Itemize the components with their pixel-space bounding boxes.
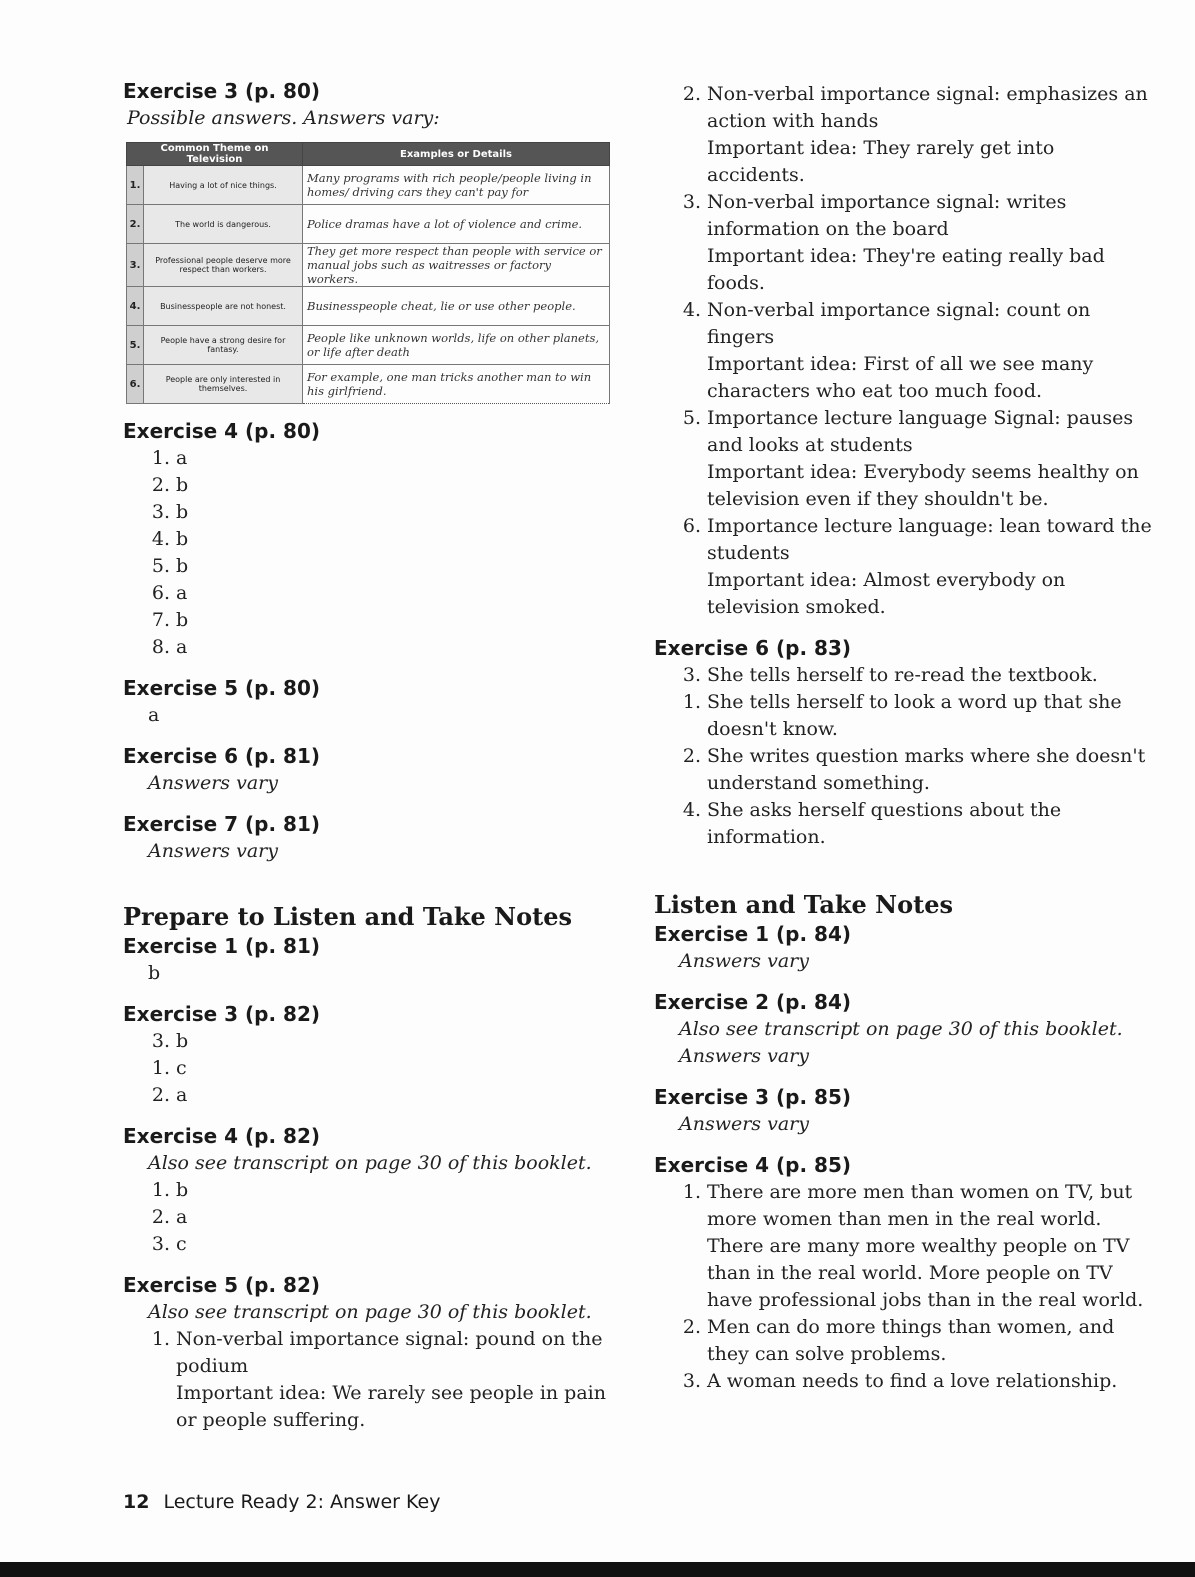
page-footer <box>123 1491 440 1513</box>
table-row <box>127 287 610 326</box>
transcript-note: Also see transcript on page 30 of this booklet. <box>148 1301 592 1323</box>
exercise-heading: Exercise 1 (p. 84) <box>654 922 852 946</box>
answer-list <box>654 1179 1154 1395</box>
list-item: 4. b <box>151 528 189 550</box>
list-item: 8. a <box>151 636 188 658</box>
table-row <box>127 205 610 244</box>
book-title: Lecture Ready 2: Answer Key <box>163 1491 441 1513</box>
table-row <box>127 166 610 205</box>
signal-text: Importance lecture language: lean toward the students <box>707 515 1152 564</box>
signal-text: Non-verbal importance signal: writes information on the board <box>707 191 1067 240</box>
exercise-heading: Exercise 3 (p. 82) <box>123 1002 321 1026</box>
row-example: People like unknown worlds, life on other planets, or life after death <box>303 326 610 365</box>
list-item: 3. b <box>151 501 189 523</box>
row-example: They get more respect than people with service or manual jobs such as waitresses or factory workers. <box>303 244 610 287</box>
row-number: 2. <box>127 205 144 244</box>
table-header-theme: Common Theme on Television <box>127 143 303 166</box>
list-item: 3. b <box>151 1030 189 1052</box>
row-example: Many programs with rich people/people living in homes/ driving cars they can't pay for <box>303 166 610 205</box>
left-column <box>123 78 623 1434</box>
row-number: 1. <box>127 166 144 205</box>
exercise-heading: Exercise 5 (p. 82) <box>123 1273 321 1297</box>
answer-note: Answers vary <box>148 840 278 862</box>
answer-text: a <box>148 704 160 726</box>
list-item: 7. b <box>151 609 189 631</box>
answer-note: Answers vary <box>679 1045 809 1067</box>
important-idea-text: Important idea: Everybody seems healthy on television even if they shouldn't be. <box>707 461 1139 510</box>
answer-list <box>123 1326 623 1434</box>
scan-edge <box>0 1562 1195 1577</box>
important-idea-text: Important idea: They're eating really bad foods. <box>707 245 1105 294</box>
list-item: 1. a <box>151 447 188 469</box>
list-item: 6. Importance lecture language: lean toward the students Important idea: Almost everybody on television smoked. <box>654 513 1154 621</box>
list-item: 2. Men can do more things than women, and they can solve problems. <box>682 1316 1115 1365</box>
exercise-heading: Exercise 3 (p. 80) <box>123 79 321 103</box>
row-number: 4. <box>127 287 144 326</box>
list-item: 6. a <box>151 582 188 604</box>
answer-list <box>654 81 1154 621</box>
row-theme: The world is dangerous. <box>144 205 303 244</box>
list-item: 4. She asks herself questions about the information. <box>682 799 1062 848</box>
answer-list <box>123 1177 623 1258</box>
exercise-heading: Exercise 4 (p. 85) <box>654 1153 852 1177</box>
exercise-heading: Exercise 5 (p. 80) <box>123 676 321 700</box>
answer-list <box>654 662 1154 851</box>
list-item: 2. She writes question marks where she doesn't understand something. <box>682 745 1146 794</box>
list-item: 2. b <box>151 474 189 496</box>
answer-list <box>123 1028 623 1109</box>
row-number: 6. <box>127 365 144 404</box>
answer-note: Answers vary <box>148 772 278 794</box>
exercise-heading: Exercise 7 (p. 81) <box>123 812 321 836</box>
list-item: 1. b <box>151 1179 189 1201</box>
list-item: 2. Non-verbal importance signal: emphasizes an action with hands Important idea: They rarely get into accidents. <box>654 81 1154 189</box>
answer-note: Answers vary <box>679 1113 809 1135</box>
answer-list <box>123 445 623 661</box>
row-number: 5. <box>127 326 144 365</box>
exercise-heading: Exercise 4 (p. 82) <box>123 1124 321 1148</box>
section-title: Listen and Take Notes <box>654 890 953 919</box>
signal-text: Non-verbal importance signal: emphasizes an action with hands <box>707 83 1148 132</box>
row-theme: Professional people deserve more respect than workers. <box>144 244 303 287</box>
list-item: 3. She tells herself to re-read the textbook. <box>682 664 1098 686</box>
list-item: 1. There are more men than women on TV, but more women than men in the real world. There are many more wealthy people on TV than in the real world. More people on TV have professional jobs than in the real world. <box>682 1181 1144 1311</box>
exercise-heading: Exercise 6 (p. 83) <box>654 636 852 660</box>
exercise-heading: Exercise 4 (p. 80) <box>123 419 321 443</box>
signal-text: Non-verbal importance signal: count on fingers <box>707 299 1091 348</box>
row-example: Businesspeople cheat, lie or use other people. <box>303 287 610 326</box>
exercise-heading: Exercise 3 (p. 85) <box>654 1085 852 1109</box>
important-idea-text: Important idea: We rarely see people in pain or people suffering. <box>176 1382 606 1431</box>
important-idea-text: Important idea: They rarely get into accidents. <box>707 137 1055 186</box>
list-item: 5. b <box>151 555 189 577</box>
answer-note: Answers vary <box>679 950 809 972</box>
exercise-heading: Exercise 2 (p. 84) <box>654 990 852 1014</box>
page-number: 12 <box>123 1491 150 1513</box>
instruction-note: Possible answers. Answers vary: <box>127 107 440 129</box>
list-item: 1. c <box>151 1057 187 1079</box>
table-row <box>127 365 610 404</box>
exercise-heading: Exercise 1 (p. 81) <box>123 934 321 958</box>
table-row <box>127 326 610 365</box>
section-title: Prepare to Listen and Take Notes <box>123 902 572 931</box>
important-idea-text: Important idea: Almost everybody on television smoked. <box>707 569 1066 618</box>
right-column <box>654 81 1154 1395</box>
row-number: 3. <box>127 244 144 287</box>
list-item: 5. Importance lecture language Signal: pauses and looks at students Important idea: Everybody seems healthy on television even if they shouldn't be. <box>654 405 1154 513</box>
row-theme: People have a strong desire for fantasy. <box>144 326 303 365</box>
list-item: 3. Non-verbal importance signal: writes information on the board Important idea: They're eating really bad foods. <box>654 189 1154 297</box>
table-header-row <box>127 143 610 166</box>
transcript-note: Also see transcript on page 30 of this booklet. <box>679 1018 1123 1040</box>
list-item: 2. a <box>151 1206 188 1228</box>
list-item: 1. She tells herself to look a word up that she doesn't know. <box>682 691 1122 740</box>
list-item: 3. c <box>151 1233 187 1255</box>
list-item: 3. A woman needs to find a love relationship. <box>682 1370 1118 1392</box>
list-item: 4. Non-verbal importance signal: count on fingers Important idea: First of all we see many characters who eat too much food. <box>654 297 1154 405</box>
row-theme: Businesspeople are not honest. <box>144 287 303 326</box>
signal-text: Non-verbal importance signal: pound on the podium <box>176 1328 603 1377</box>
row-example: For example, one man tricks another man to win his girlfriend. <box>303 365 610 404</box>
list-item: 1. Non-verbal importance signal: pound on the podium Important idea: We rarely see people in pain or people suffering. <box>123 1326 623 1434</box>
row-theme: Having a lot of nice things. <box>144 166 303 205</box>
exercise-heading: Exercise 6 (p. 81) <box>123 744 321 768</box>
row-theme: People are only interested in themselves. <box>144 365 303 404</box>
transcript-note: Also see transcript on page 30 of this booklet. <box>148 1152 592 1174</box>
themes-table <box>126 142 610 404</box>
table-row <box>127 244 610 287</box>
important-idea-text: Important idea: First of all we see many characters who eat too much food. <box>707 353 1094 402</box>
signal-text: Importance lecture language Signal: pauses and looks at students <box>707 407 1134 456</box>
row-example: Police dramas have a lot of violence and crime. <box>303 205 610 244</box>
answer-text: b <box>148 962 161 984</box>
table-header-examples: Examples or Details <box>303 143 610 166</box>
list-item: 2. a <box>151 1084 188 1106</box>
